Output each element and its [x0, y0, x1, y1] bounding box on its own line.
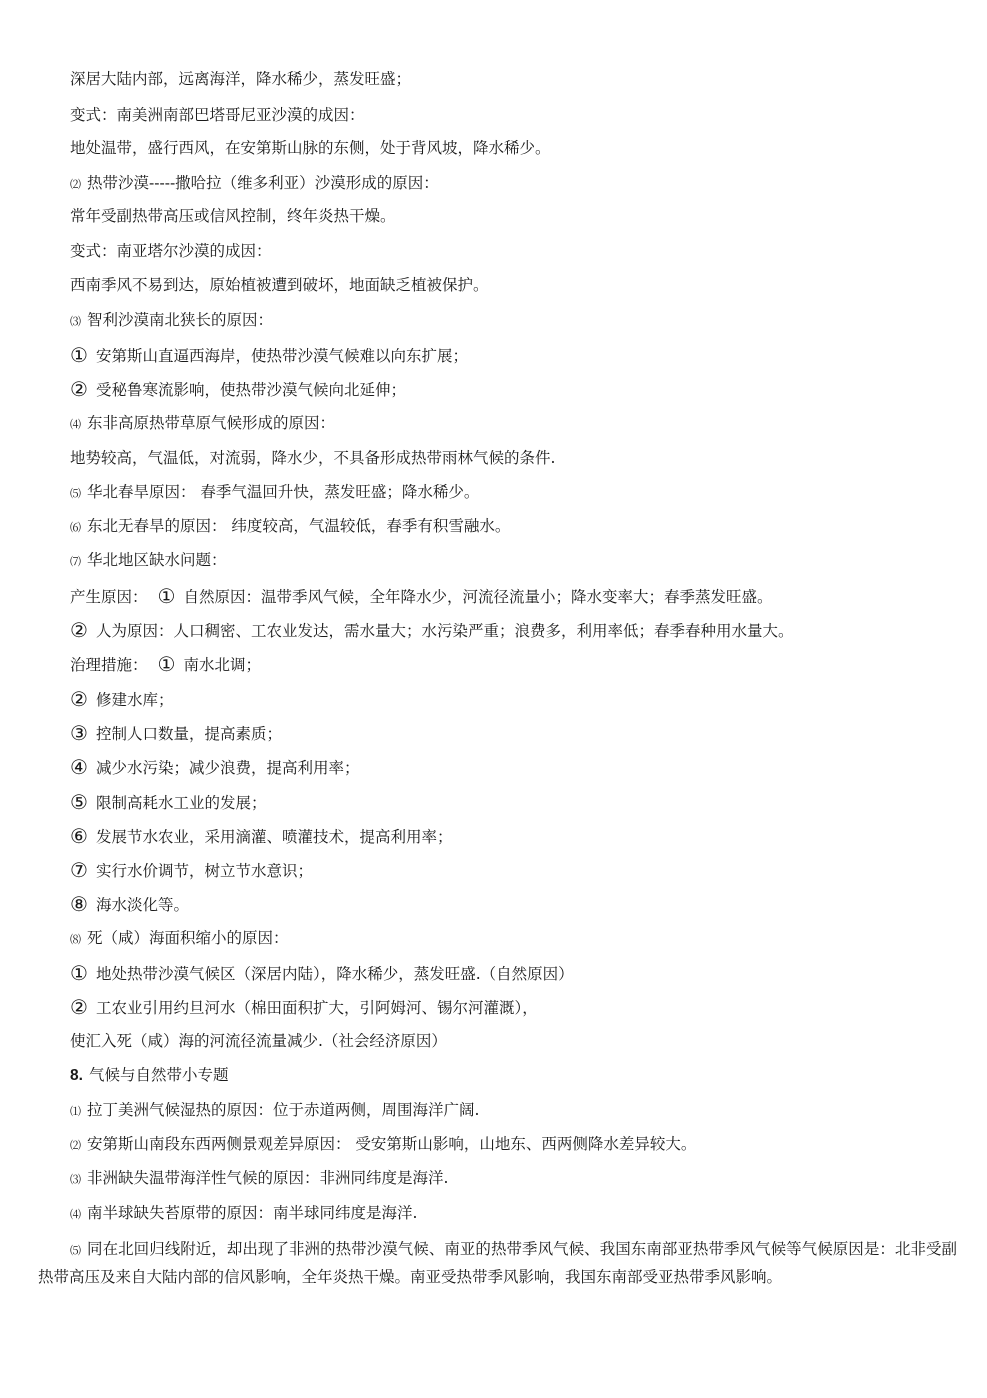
text-line	[70, 549, 957, 573]
line-text: 地处热带沙漠气候区（深居内陆），降水稀少，蒸发旺盛.（自然原因）	[95, 965, 574, 983]
line-text: 死（咸）海面积缩小的原因：	[87, 929, 289, 947]
item-marker: ⑶	[70, 315, 81, 328]
line-text: 安第斯山直逼西海岸，使热带沙漠气候难以向东扩展；	[95, 347, 468, 365]
line-text: 减少水污染；减少浪费，提高利用率；	[95, 759, 360, 777]
text-line	[70, 377, 957, 401]
text-line	[70, 515, 957, 539]
text-line	[70, 824, 957, 848]
line-text: 东非高原热带草原气候形成的原因：	[87, 414, 336, 432]
line-text: 常年受副热带高压或信风控制，终年炎热干燥。	[70, 207, 396, 225]
text-line	[70, 68, 957, 90]
line-text: 人为原因：人口稠密、工农业发达，需水量大；水污染严重；浪费多，利用率低；春季春种用水量大。	[95, 622, 794, 640]
item-marker: ⑶	[70, 1173, 81, 1186]
text-line	[70, 412, 957, 436]
text-line	[70, 892, 957, 916]
text-line	[70, 205, 957, 227]
text-line	[70, 687, 957, 711]
item-marker: ⑷	[70, 418, 81, 431]
line-text: 拉丁美洲气候湿热的原因：位于赤道两侧，周围海洋广阔.	[87, 1101, 480, 1119]
text-line	[70, 481, 957, 505]
line-text: 工农业引用约旦河水（棉田面积扩大，引阿姆河、锡尔河灌溉），	[95, 999, 538, 1017]
circled-number: ⑦	[70, 858, 88, 882]
text-line	[70, 961, 957, 985]
line-text: 南半球缺失苔原带的原因：南半球同纬度是海洋.	[87, 1204, 418, 1222]
circled-number: ①	[157, 652, 176, 676]
line-text: 气候与自然带小专题	[88, 1066, 229, 1084]
line-text: 地势较高，气温低，对流弱，降水少，不具备形成热带雨林气候的条件.	[70, 449, 556, 467]
text-line	[70, 274, 957, 296]
text-line	[70, 447, 957, 469]
item-marker: ⑺	[70, 555, 81, 568]
text-line	[70, 1133, 957, 1157]
circled-number: ④	[70, 755, 88, 779]
text-line	[70, 652, 957, 676]
circled-number: ②	[70, 687, 88, 711]
text-line	[70, 927, 957, 951]
line-text: 变式：南美洲南部巴塔哥尼亚沙漠的成因：	[70, 106, 365, 124]
line-text: 深居大陆内部，远离海洋，降水稀少，蒸发旺盛；	[70, 70, 412, 88]
paragraph-text: 同在北回归线附近，却出现了非洲的热带沙漠气候、南亚的热带季风气候、我国东南部亚热带季风气候等气候原因是：北非受副热带高压及来自大陆内部的信风影响，全年炎热干燥。南亚受热带季风影响，我国东南部受亚热带季风影响。	[38, 1240, 958, 1286]
item-marker: ⑸	[70, 487, 81, 500]
line-text: 华北地区缺水问题：	[87, 551, 227, 569]
text-line	[70, 137, 957, 159]
line-text: 南水北调；	[183, 656, 261, 674]
text-line	[70, 1099, 957, 1123]
line-text: 修建水库；	[95, 691, 174, 709]
text-line	[70, 995, 957, 1019]
text-line	[70, 240, 957, 262]
circled-number: ②	[70, 618, 88, 642]
text-line	[70, 618, 957, 642]
line-text: 变式：南亚塔尔沙漠的成因：	[70, 242, 272, 260]
text-line	[70, 755, 957, 779]
item-marker: ⑵	[70, 178, 81, 191]
item-marker: ⑷	[70, 1208, 81, 1221]
line-text: 发展节水农业，采用滴灌、喷灌技术，提高利用率；	[95, 828, 453, 846]
line-text: 地处温带，盛行西风，在安第斯山脉的东侧，处于背风坡，降水稀少。	[70, 139, 551, 157]
circled-number: ②	[70, 995, 88, 1019]
circled-number: ①	[157, 584, 176, 608]
line-text: 东北无春旱的原因： 纬度较高，气温较低，春季有积雪融水。	[87, 517, 511, 535]
circled-number: ⑥	[70, 824, 88, 848]
line-text: 自然原因：温带季风气候，全年降水少，河流径流量小；降水变率大；春季蒸发旺盛。	[183, 588, 773, 606]
item-marker: ⑹	[70, 521, 81, 534]
final-paragraph	[38, 1236, 957, 1291]
line-text: 受秘鲁寒流影响，使热带沙漠气候向北延伸；	[95, 381, 406, 399]
line-text: 西南季风不易到达，原始植被遭到破坏，地面缺乏植被保护。	[70, 276, 489, 294]
circled-number: ⑤	[70, 790, 88, 814]
line-text: 华北春旱原因： 春季气温回升快，蒸发旺盛；降水稀少。	[87, 483, 480, 501]
item-marker: ⑸	[70, 1244, 82, 1257]
text-line	[70, 858, 957, 882]
text-line	[70, 721, 957, 745]
line-text: 智利沙漠南北狭长的原因：	[87, 311, 274, 329]
text-line	[70, 1202, 957, 1226]
line-text: 非洲缺失温带海洋性气候的原因：非洲同纬度是海洋.	[87, 1169, 449, 1187]
line-prefix: 治理措施：	[70, 656, 148, 674]
circled-number: ③	[70, 721, 88, 745]
line-text: 限制高耗水工业的发展；	[95, 794, 267, 812]
circled-number: ⑧	[70, 892, 88, 916]
circled-number: ①	[70, 961, 88, 985]
text-line	[70, 1064, 957, 1087]
item-marker: ⑻	[70, 933, 81, 946]
item-marker: ⑴	[70, 1105, 81, 1118]
text-line	[70, 172, 957, 196]
line-text: 安第斯山南段东西两侧景观差异原因： 受安第斯山影响，山地东、西两侧降水差异较大。	[87, 1135, 697, 1153]
line-text: 控制人口数量，提高素质；	[95, 725, 282, 743]
section-number: 8.	[70, 1067, 83, 1084]
text-line	[70, 343, 957, 367]
line-text: 热带沙漠-----撒哈拉（维多利亚）沙漠形成的原因：	[87, 174, 439, 192]
line-text: 海水淡化等。	[95, 896, 189, 914]
line-text: 使汇入死（咸）海的河流径流量减少.（社会经济原因）	[70, 1032, 447, 1050]
line-prefix: 产生原因：	[70, 588, 148, 606]
text-line	[70, 1030, 957, 1052]
line-text: 实行水价调节，树立节水意识；	[95, 862, 313, 880]
text-line	[70, 104, 957, 126]
text-line	[70, 1167, 957, 1191]
circled-number: ①	[70, 343, 88, 367]
circled-number: ②	[70, 377, 88, 401]
text-line	[70, 309, 957, 333]
text-line	[70, 790, 957, 814]
item-marker: ⑵	[70, 1139, 81, 1152]
text-line	[70, 584, 957, 608]
